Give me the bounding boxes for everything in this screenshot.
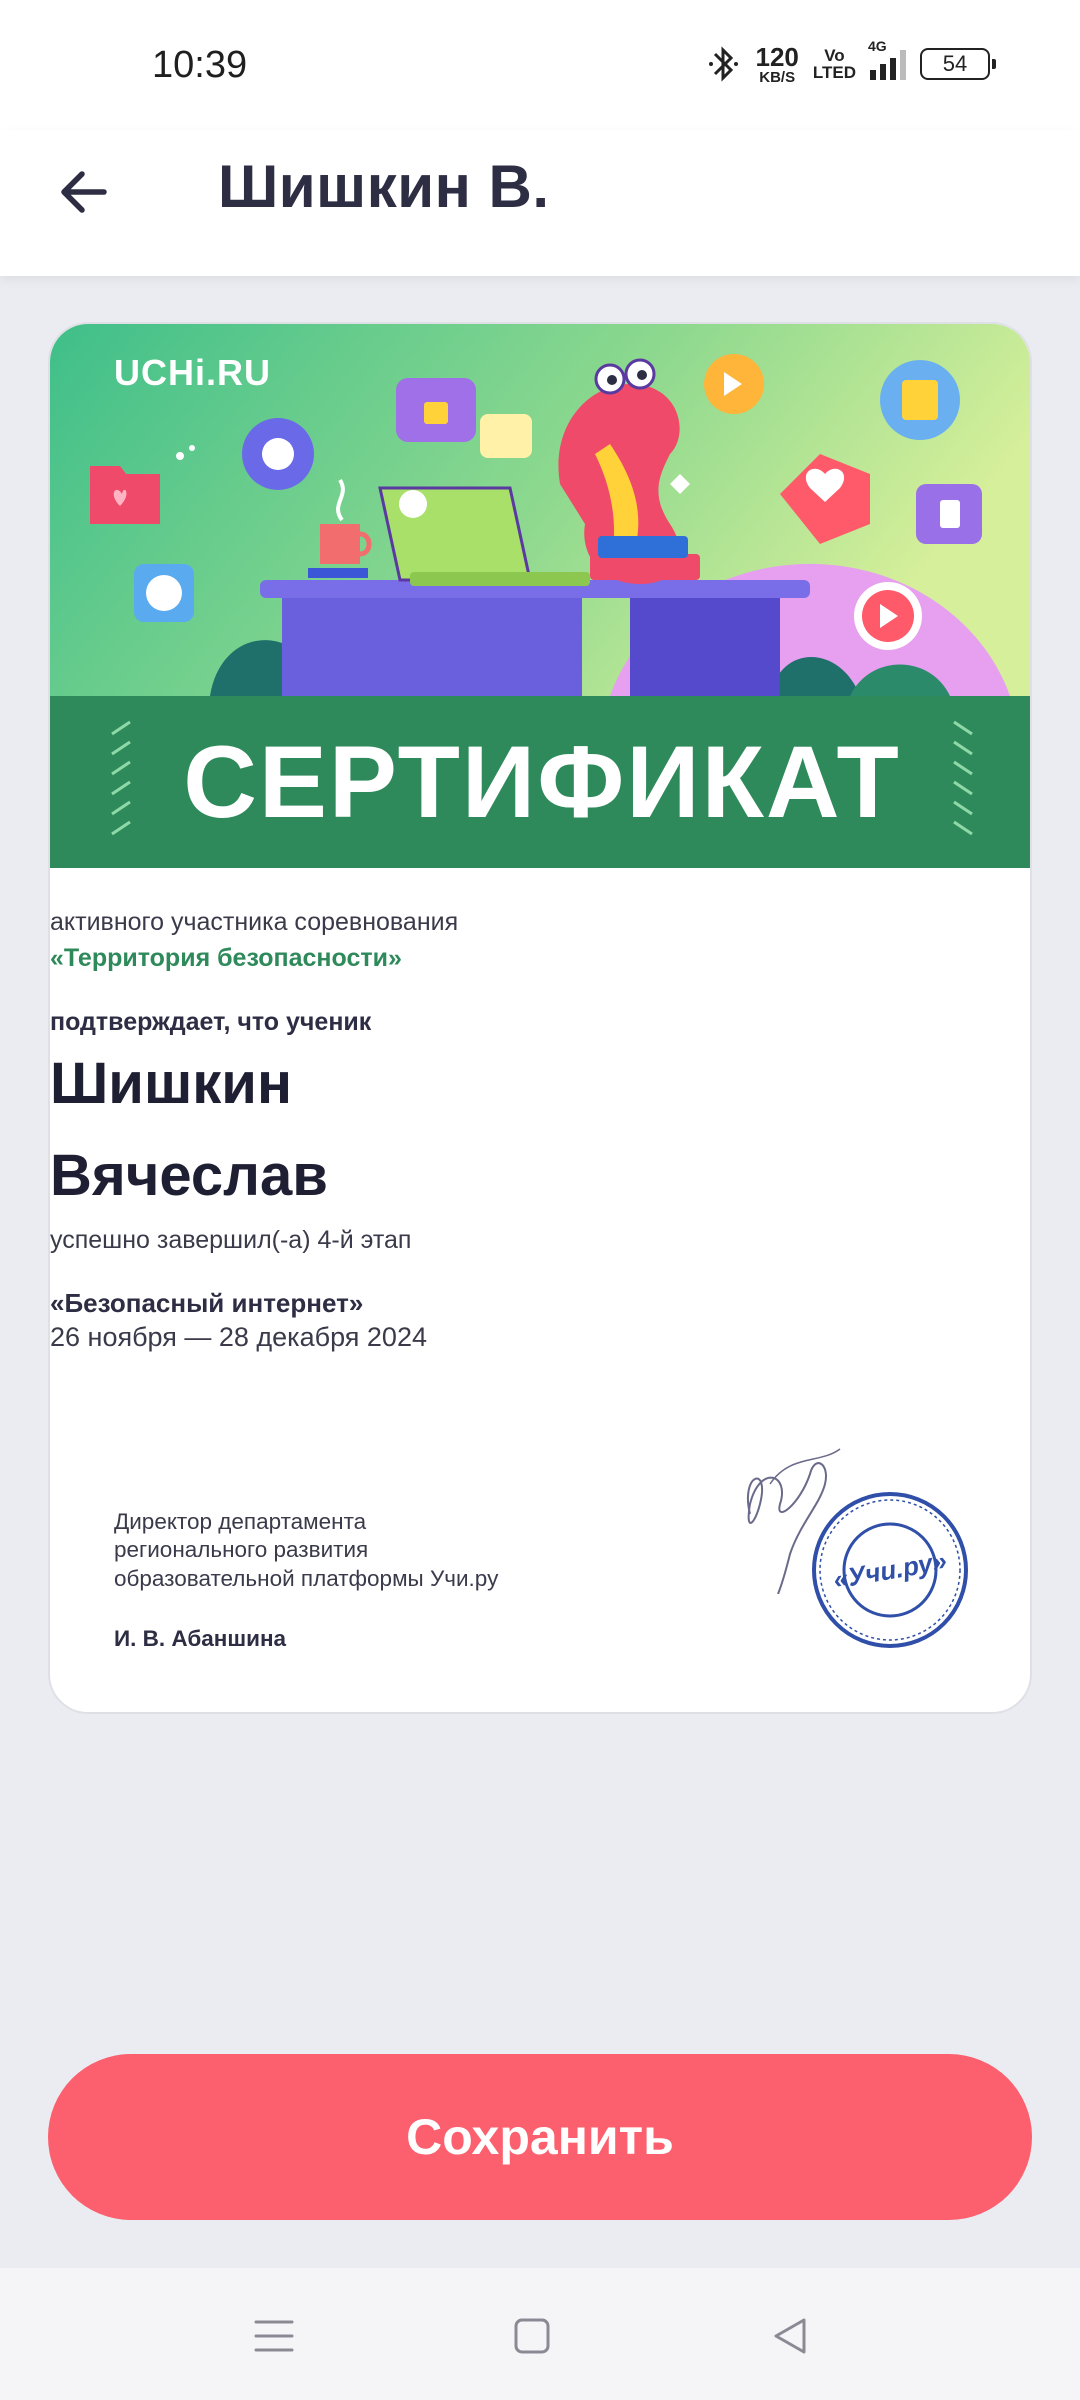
network-speed-unit: KB/S <box>759 68 796 86</box>
signal-strength-icon <box>868 38 906 80</box>
signatory-role-line: регионального развития <box>114 1537 369 1563</box>
stage-text: успешно завершил(-а) 4-й этап <box>50 1226 412 1254</box>
network-speed <box>755 41 799 86</box>
battery-level: 54 <box>942 51 968 76</box>
arrow-left-icon <box>56 164 112 220</box>
app-header <box>0 130 1080 276</box>
save-button[interactable]: Сохранить <box>48 2054 1032 2220</box>
volte-bottom: LTED <box>812 63 856 82</box>
nav-menu-button[interactable] <box>244 2306 304 2366</box>
status-icons <box>707 38 990 86</box>
triangle-back-icon <box>770 2316 810 2356</box>
certificate-title-band <box>50 696 1032 868</box>
status-bar <box>0 0 1080 130</box>
uchi-ru-logo: UCHi.RU <box>114 352 271 393</box>
network-speed-value: 120 <box>755 41 799 72</box>
stage-dates: 26 ноября — 28 декабря 2024 <box>50 1322 427 1352</box>
certificate-title: СЕРТИФИКАТ <box>183 724 901 839</box>
confirm-text: подтверждает, что ученик <box>50 1008 372 1036</box>
page-title: Шишкин В. <box>218 153 550 220</box>
signatory-role <box>114 1508 614 1593</box>
nav-home-button[interactable] <box>502 2306 562 2366</box>
network-type: 4G <box>868 38 887 54</box>
back-button[interactable] <box>52 160 116 224</box>
menu-icon <box>252 2316 296 2356</box>
square-icon <box>512 2316 552 2356</box>
contest-name: «Территория безопасности» <box>50 944 402 972</box>
signatory-role-line: образовательной платформы Учи.ру <box>114 1565 499 1591</box>
signatory-role-line: Директор департамента <box>114 1509 367 1534</box>
certificate-card <box>48 322 1032 1714</box>
student-first-name: Вячеслав <box>50 1143 328 1208</box>
system-nav-bar <box>0 2268 1080 2400</box>
bluetooth-icon <box>707 42 741 86</box>
volte-top: Vo <box>824 46 845 65</box>
official-seal <box>810 1490 970 1650</box>
stage-name: «Безопасный интернет» <box>50 1288 364 1318</box>
decorative-hatch-icon <box>952 718 974 846</box>
status-time: 10:39 <box>152 44 248 86</box>
nav-back-button[interactable] <box>760 2306 820 2366</box>
seal-text: «Учи.ру» <box>830 1544 949 1595</box>
battery-icon <box>920 48 990 80</box>
volte-icon <box>813 47 856 81</box>
signatory-name: И. В. Абаншина <box>114 1626 287 1651</box>
certificate-intro: активного участника соревнования <box>50 908 459 936</box>
student-last-name: Шишкин <box>50 1051 292 1116</box>
